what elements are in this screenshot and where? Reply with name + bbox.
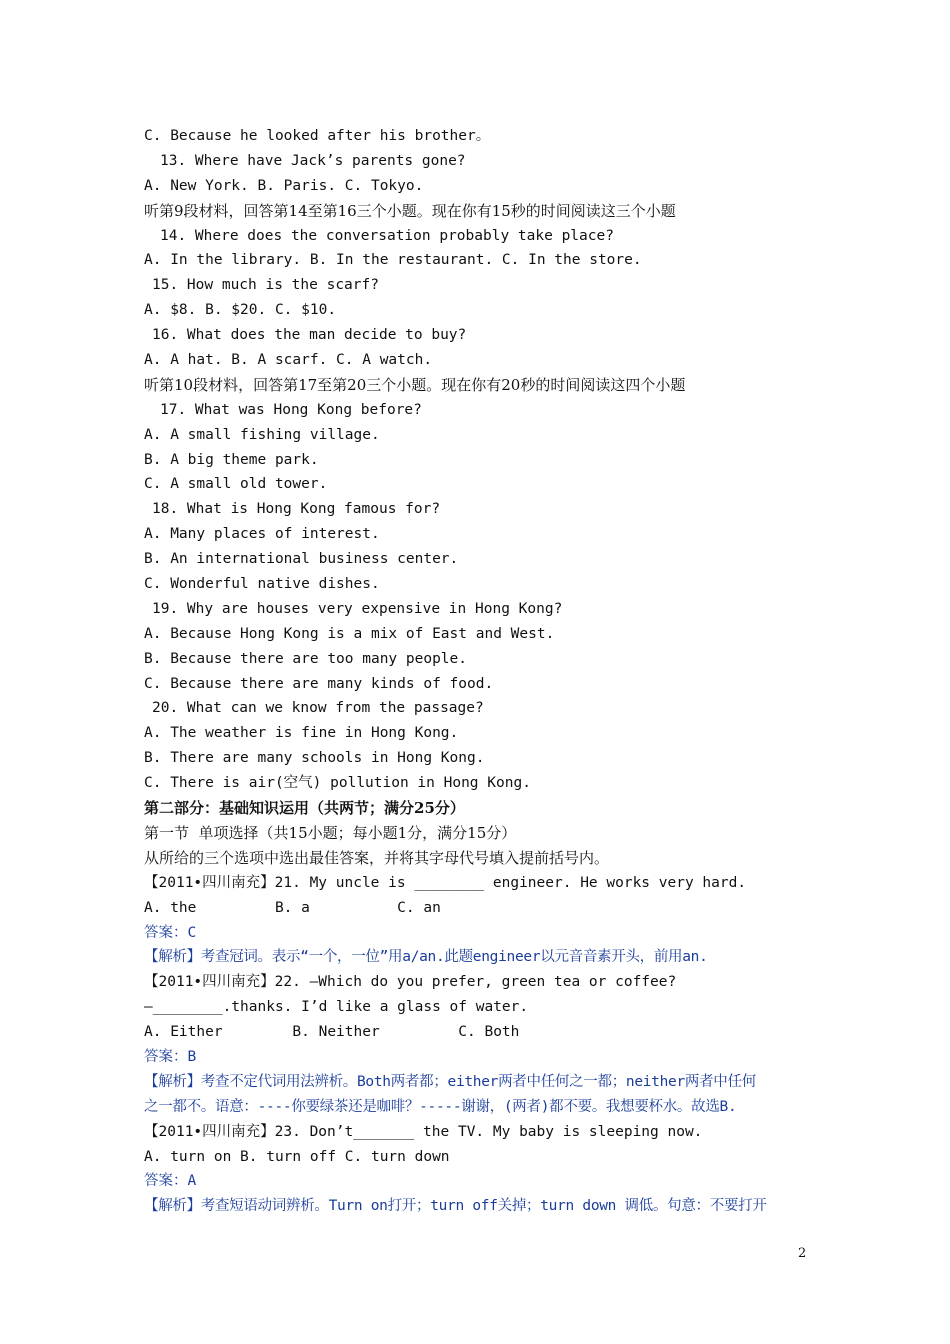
text-line: B. A big theme park. bbox=[144, 451, 319, 468]
text-line: 16. What does the man decide to buy? bbox=[152, 327, 467, 344]
text-line: A. the B. a C. an bbox=[144, 899, 441, 916]
text-line: A. A small fishing village. bbox=[144, 426, 380, 443]
text-line: 17. What was Hong Kong before? bbox=[160, 401, 422, 418]
text-line: C. There is air(空气) pollution in Hong Kong. bbox=[144, 775, 531, 792]
text-line: 第二部分：基础知识运用（共两节；满分25分） bbox=[144, 799, 465, 818]
text-line: B. An international business center. bbox=[144, 551, 459, 568]
text-line: 【2011•四川南充】21. My uncle is ________ engineer. He works very hard. bbox=[144, 874, 747, 891]
text-line: A. The weather is fine in Hong Kong. bbox=[144, 725, 459, 742]
text-line: 【解析】考查短语动词辨析。Turn on打开；turn off关掉；turn down 调低。句意：不要打开 bbox=[144, 1198, 767, 1215]
text-line: 听第9段材料，回答第14至第16三个小题。现在你有15秒的时间阅读这三个小题 bbox=[144, 201, 676, 220]
text-line: A. New York. B. Paris. C. Tokyo. bbox=[144, 177, 424, 194]
text-line: C. Wonderful native dishes. bbox=[144, 576, 380, 593]
text-line: A. Because Hong Kong is a mix of East and West. bbox=[144, 625, 555, 642]
text-line: B. There are many schools in Hong Kong. bbox=[144, 750, 485, 767]
text-line: 14. Where does the conversation probably take place? bbox=[160, 227, 614, 244]
text-line: 【解析】考查冠词。表示“一个，一位”用a/an.此题engineer以元音音素开头，前用an. bbox=[144, 949, 708, 966]
text-line: A. turn on B. turn off C. turn down bbox=[144, 1148, 450, 1165]
text-line: C. A small old tower. bbox=[144, 476, 328, 493]
text-line: 答案：C bbox=[144, 924, 197, 941]
text-line: 之一都不。语意：----你要绿茶还是咖啡？-----谢谢，(两者)都不要。我想要杯水。故选B. bbox=[144, 1098, 737, 1115]
text-line: 20. What can we know from the passage? bbox=[152, 700, 484, 717]
text-line: C. Because he looked after his brother。 bbox=[144, 128, 491, 144]
text-line: 从所给的三个选项中选出最佳答案，并将其字母代号填入提前括号内。 bbox=[144, 848, 610, 867]
text-line: —________.thanks. I’d like a glass of water. bbox=[144, 999, 529, 1016]
text-line: 18. What is Hong Kong famous for? bbox=[152, 501, 441, 518]
page-number: 2 bbox=[798, 1246, 807, 1261]
text-line: 答案：B bbox=[144, 1048, 197, 1065]
text-line: A. $8. B. $20. C. $10. bbox=[144, 302, 337, 319]
text-line: 【解析】考查不定代词用法辨析。Both两者都；either两者中任何之一都；neither两者中任何 bbox=[144, 1073, 756, 1090]
text-line: A. Either B. Neither C. Both bbox=[144, 1024, 520, 1041]
text-line: A. A hat. B. A scarf. C. A watch. bbox=[144, 352, 433, 369]
text-line: 答案：A bbox=[144, 1173, 197, 1190]
text-line: 13. Where have Jack’s parents gone? bbox=[160, 152, 466, 169]
text-line: 【2011•四川南充】22. —Which do you prefer, green tea or coffee? bbox=[144, 974, 677, 991]
document-body bbox=[144, 124, 824, 1219]
text-line: A. Many places of interest. bbox=[144, 526, 380, 543]
text-line: C. Because there are many kinds of food. bbox=[144, 675, 494, 692]
text-line: 第一节 单项选择（共15小题；每小题1分，满分15分） bbox=[144, 823, 517, 842]
text-line: 15. How much is the scarf? bbox=[152, 277, 379, 294]
text-line: 听第10段材料，回答第17至第20三个小题。现在你有20秒的时间阅读这四个小题 bbox=[144, 375, 686, 394]
text-line: 19. Why are houses very expensive in Hong Kong? bbox=[152, 600, 563, 617]
text-line: 【2011•四川南充】23. Don’t_______ the TV. My baby is sleeping now. bbox=[144, 1123, 703, 1140]
text-line: B. Because there are too many people. bbox=[144, 650, 468, 667]
text-line: A. In the library. B. In the restaurant. C. In the store. bbox=[144, 252, 642, 269]
